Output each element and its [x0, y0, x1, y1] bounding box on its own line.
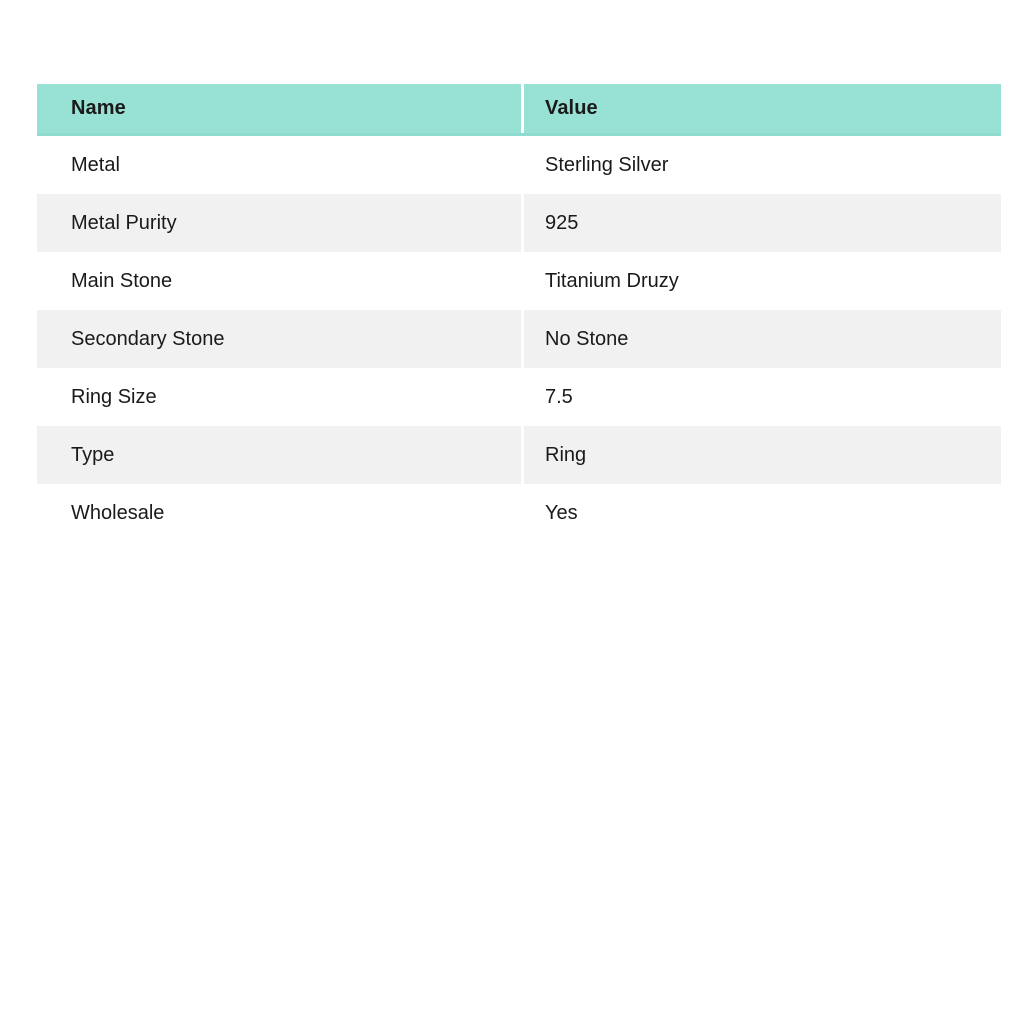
table-row-ring-size: [37, 368, 1001, 426]
table-row-type: [37, 426, 1001, 484]
table-header-row: [37, 84, 1001, 136]
column-header-name: Name: [71, 97, 126, 119]
attribute-name: Main Stone: [71, 269, 173, 292]
attribute-value: Sterling Silver: [521, 136, 1001, 194]
attribute-value: 925: [521, 194, 1001, 252]
attribute-value: 7.5: [521, 368, 1001, 426]
attribute-name: Ring Size: [71, 385, 157, 408]
table-row-metal-purity: [37, 194, 1001, 252]
attribute-name: Type: [71, 443, 115, 466]
table-row-metal: [37, 136, 1001, 194]
table-row-wholesale: [37, 484, 1001, 542]
attribute-value: Yes: [521, 484, 1001, 542]
attribute-name: Metal Purity: [71, 211, 177, 234]
attribute-name: Wholesale: [71, 501, 165, 524]
table-row-secondary-stone: [37, 310, 1001, 368]
column-header-value: Value: [521, 84, 1001, 133]
table-row-main-stone: [37, 252, 1001, 310]
attribute-name: Secondary Stone: [71, 327, 225, 350]
product-attributes-table: [37, 84, 1001, 542]
attribute-name: Metal: [71, 153, 120, 176]
attribute-value: Ring: [521, 426, 1001, 484]
attribute-value: No Stone: [521, 310, 1001, 368]
attribute-value: Titanium Druzy: [521, 252, 1001, 310]
